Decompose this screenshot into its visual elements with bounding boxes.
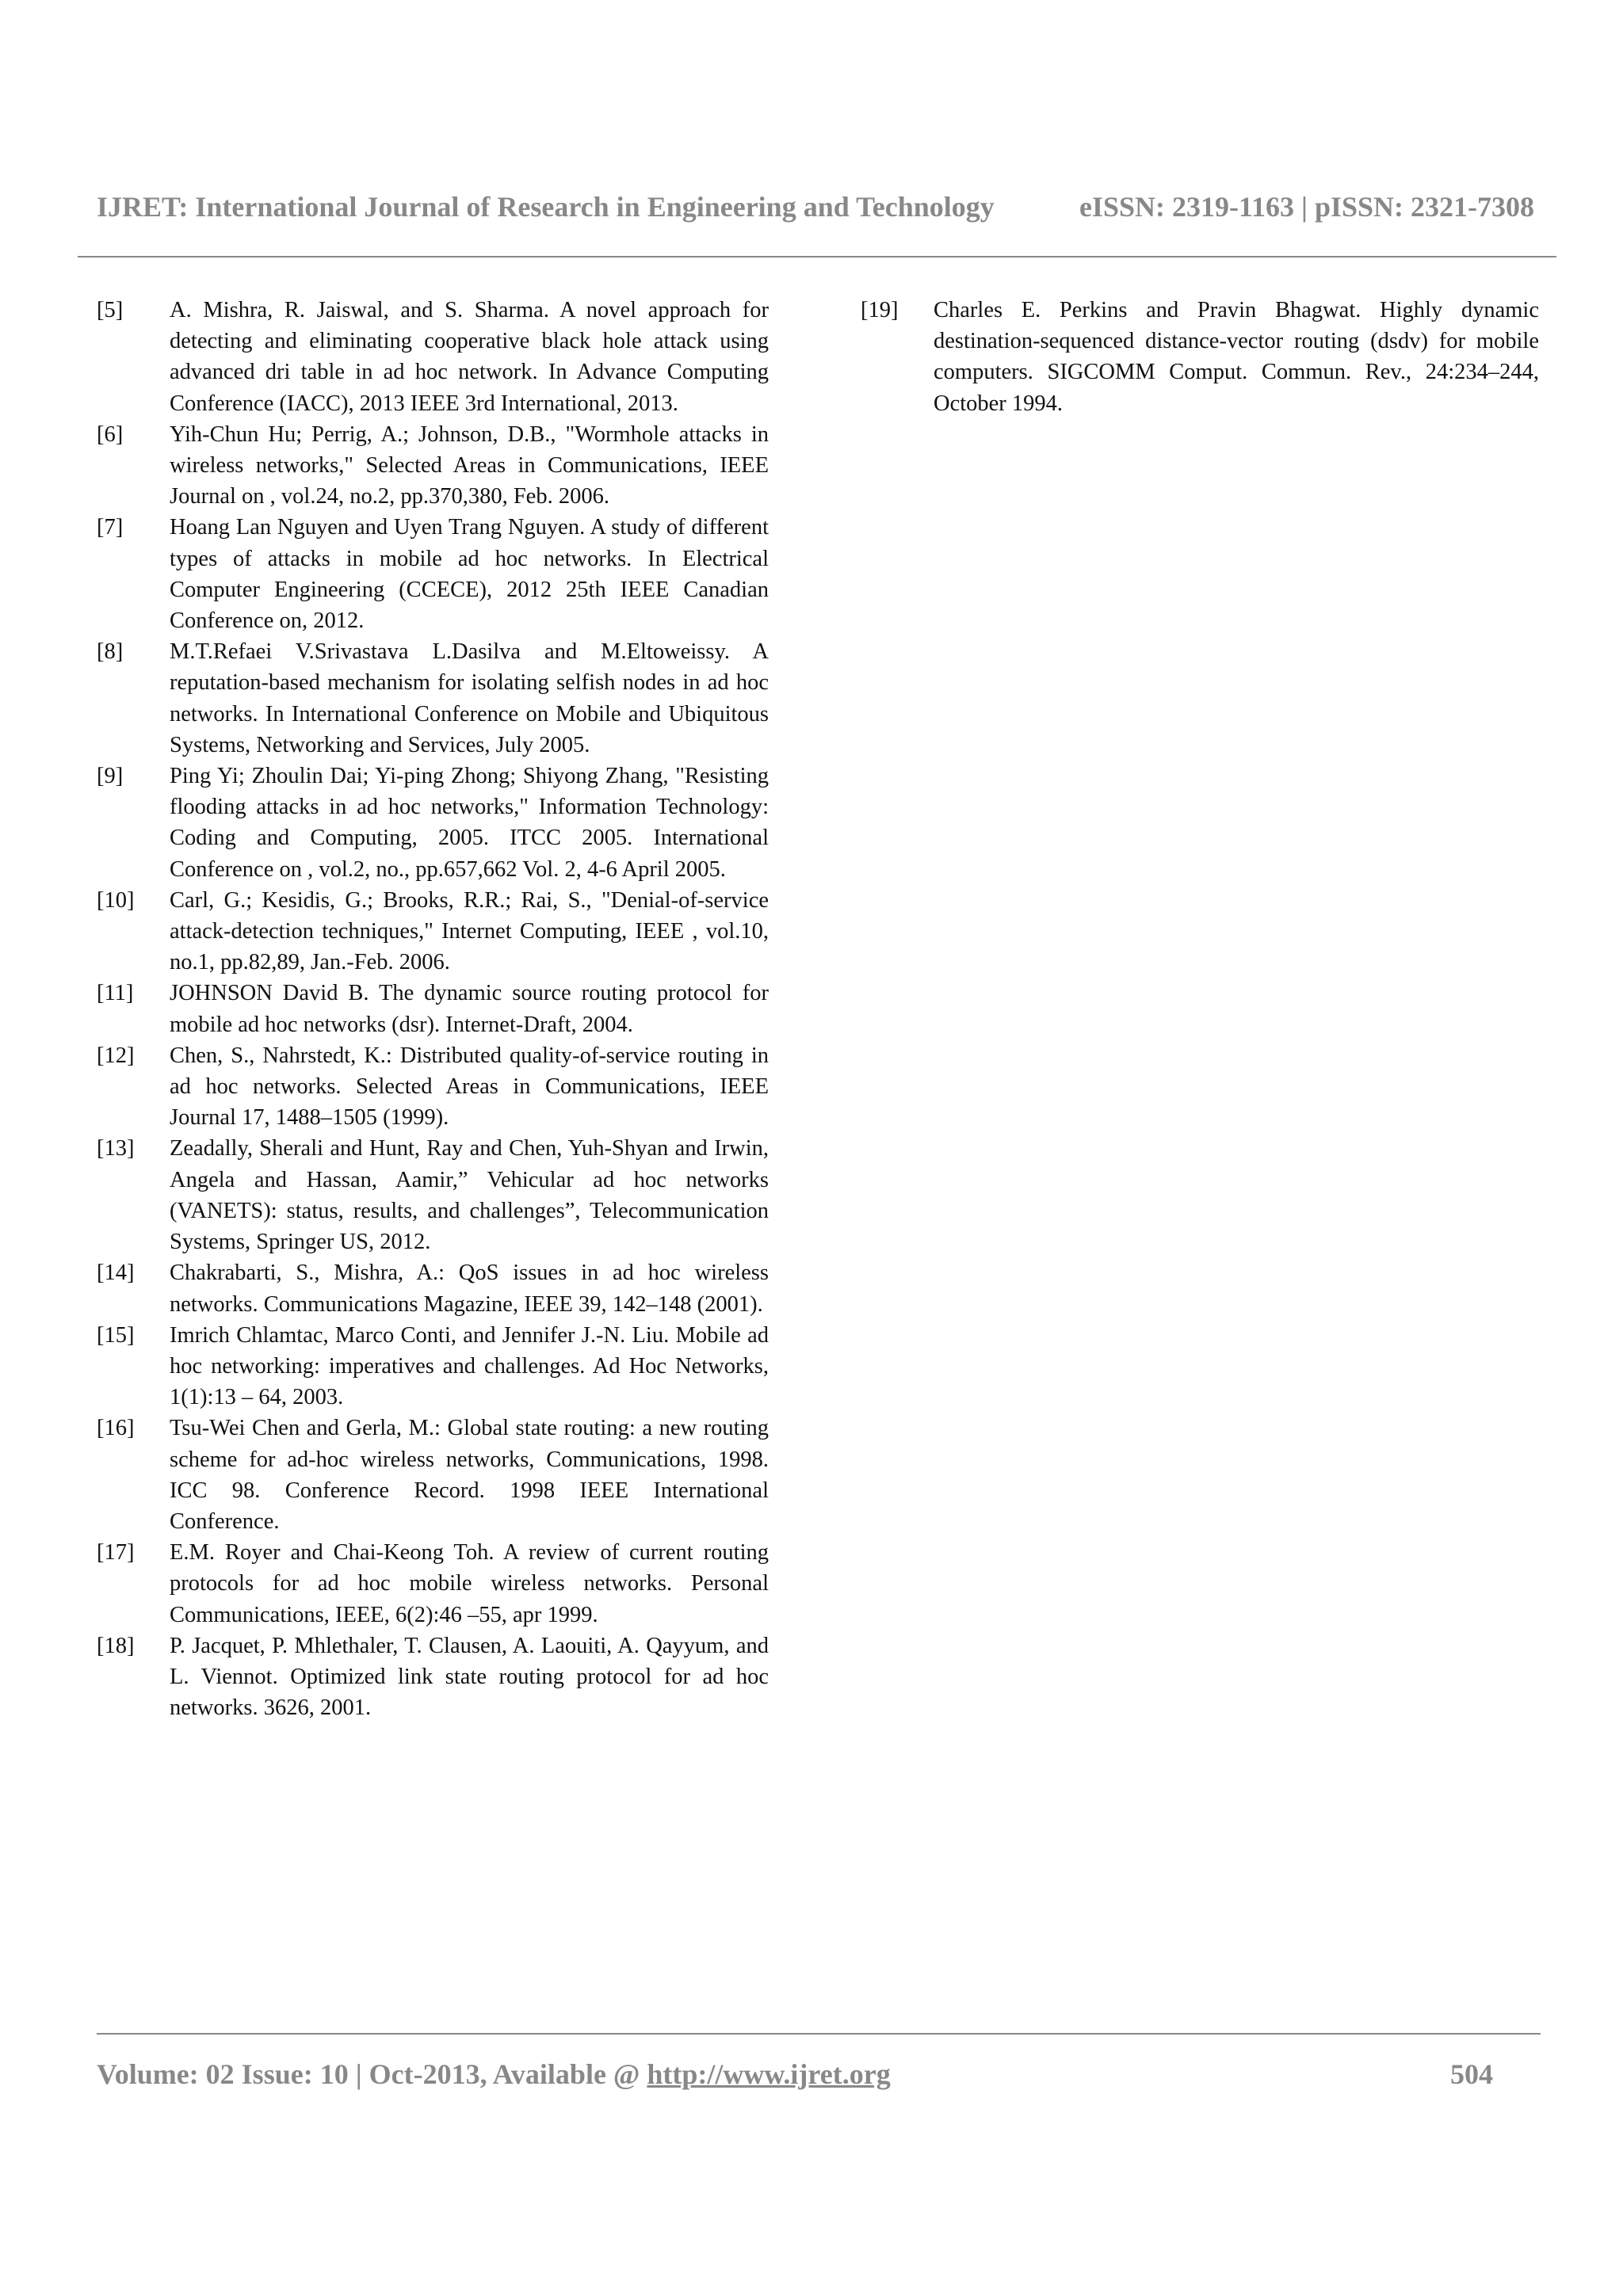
reference-item xyxy=(97,295,769,419)
reference-item xyxy=(861,295,1539,419)
header-rule xyxy=(78,256,1556,257)
reference-number: [17] xyxy=(97,1540,135,1566)
reference-number: [8] xyxy=(97,639,124,665)
reference-text: Chen, S., Nahrstedt, K.: Distributed quality-of-service routing in ad hoc networks. Selected Areas in Communications, IEEE Journal 17, 1488–1505 (1999). xyxy=(170,1043,769,1131)
reference-item xyxy=(97,885,769,978)
reference-text: E.M. Royer and Chai-Keong Toh. A review of current routing protocols for ad hoc mobile wireless networks. Personal Communications, IEEE, 6(2):46 –55, apr 1999. xyxy=(170,1540,769,1627)
references-left-column xyxy=(97,295,769,1723)
reference-number: [12] xyxy=(97,1043,135,1068)
reference-text: Yih-Chun Hu; Perrig, A.; Johnson, D.B., "Wormhole attacks in wireless networks," Selected Areas in Communications, IEEE Journal on , vol.24, no.2, pp.370,380, Feb. 2006. xyxy=(170,421,769,509)
footer-rule xyxy=(97,2033,1541,2035)
reference-text: Carl, G.; Kesidis, G.; Brooks, R.R.; Rai, S., "Denial-of-service attack-detection techniques," Internet Computing, IEEE , vol.10, no.1, pp.82,89, Jan.-Feb. 2006. xyxy=(170,887,769,975)
issn-info: eISSN: 2319-1163 | pISSN: 2321-7308 xyxy=(1079,191,1534,223)
reference-item xyxy=(97,1257,769,1319)
reference-text: Tsu-Wei Chen and Gerla, M.: Global state routing: a new routing scheme for ad-hoc wireless networks, Communications, 1998. ICC 98. Conference Record. 1998 IEEE International Conference. xyxy=(170,1416,769,1534)
page-number: 504 xyxy=(1450,2058,1493,2090)
reference-text: M.T.Refaei V.Srivastava L.Dasilva and M.Eltoweissy. A reputation-based mechanism for isolating selfish nodes in ad hoc networks. In International Conference on Mobile and Ubiquitous Systems, Networking and Services, July 2005. xyxy=(170,639,769,757)
journal-title: IJRET: International Journal of Research in Engineering and Technology xyxy=(97,191,995,223)
reference-text: Ping Yi; Zhoulin Dai; Yi-ping Zhong; Shiyong Zhang, "Resisting flooding attacks in ad hoc networks," Information Technology: Coding and Computing, 2005. ITCC 2005. International Conference on , vol.2, no., pp.657,662 Vol. 2, 4-6 April 2005. xyxy=(170,764,769,882)
reference-text: Zeadally, Sherali and Hunt, Ray and Chen, Yuh-Shyan and Irwin, Angela and Hassan, Aamir,” Vehicular ad hoc networks (VANETS): status, results, and challenges”, Telecommunication Systems, Springer US, 2012. xyxy=(170,1136,769,1255)
reference-item xyxy=(97,1133,769,1257)
footer-volume: Volume: 02 Issue: 10 | Oct-2013, Available @ xyxy=(97,2058,647,2090)
reference-number: [13] xyxy=(97,1136,135,1161)
reference-text: JOHNSON David B. The dynamic source routing protocol for mobile ad hoc networks (dsr). Internet-Draft, 2004. xyxy=(170,981,769,1037)
reference-number: [10] xyxy=(97,887,135,913)
reference-item xyxy=(97,761,769,885)
footer-link[interactable]: http://www.ijret.org xyxy=(647,2058,891,2090)
reference-item xyxy=(97,636,769,761)
reference-number: [9] xyxy=(97,764,124,789)
reference-text: Chakrabarti, S., Mishra, A.: QoS issues in ad hoc wireless networks. Communications Magazine, IEEE 39, 142–148 (2001). xyxy=(170,1261,769,1317)
reference-item xyxy=(97,1630,769,1724)
reference-number: [19] xyxy=(861,298,899,322)
reference-number: [16] xyxy=(97,1416,135,1441)
references-right-column xyxy=(861,295,1539,419)
reference-item xyxy=(97,978,769,1039)
reference-item xyxy=(97,1040,769,1134)
reference-number: [14] xyxy=(97,1261,135,1286)
page-footer xyxy=(97,2058,1493,2091)
reference-item xyxy=(97,419,769,513)
reference-item xyxy=(97,1320,769,1413)
reference-text: A. Mishra, R. Jaiswal, and S. Sharma. A novel approach for detecting and eliminating cooperative black hole attack using advanced dri table in ad hoc network. In Advance Computing Conference (IACC), 2013 IEEE 3rd International, 2013. xyxy=(170,298,769,416)
reference-number: [7] xyxy=(97,515,124,540)
reference-text: P. Jacquet, P. Mhlethaler, T. Clausen, A. Laouiti, A. Qayyum, and L. Viennot. Optimized link state routing protocol for ad hoc networks. 3626, 2001. xyxy=(170,1633,769,1721)
reference-text: Charles E. Perkins and Pravin Bhagwat. Highly dynamic destination-sequenced distance-vector routing (dsdv) for mobile computers. SIGCOMM Comput. Commun. Rev., 24:234–244, October 1994. xyxy=(934,298,1539,416)
reference-item xyxy=(97,1413,769,1537)
reference-item xyxy=(97,512,769,636)
reference-number: [6] xyxy=(97,421,124,447)
reference-number: [11] xyxy=(97,981,134,1006)
reference-number: [5] xyxy=(97,298,124,322)
reference-item xyxy=(97,1537,769,1630)
reference-number: [18] xyxy=(97,1633,135,1658)
reference-text: Hoang Lan Nguyen and Uyen Trang Nguyen. A study of different types of attacks in mobile ad hoc networks. In Electrical Computer Engineering (CCECE), 2012 25th IEEE Canadian Conference on, 2012. xyxy=(170,515,769,634)
reference-text: Imrich Chlamtac, Marco Conti, and Jennifer J.-N. Liu. Mobile ad hoc networking: imperatives and challenges. Ad Hoc Networks, 1(1):13 – 64, 2003. xyxy=(170,1322,769,1410)
reference-number: [15] xyxy=(97,1322,135,1348)
